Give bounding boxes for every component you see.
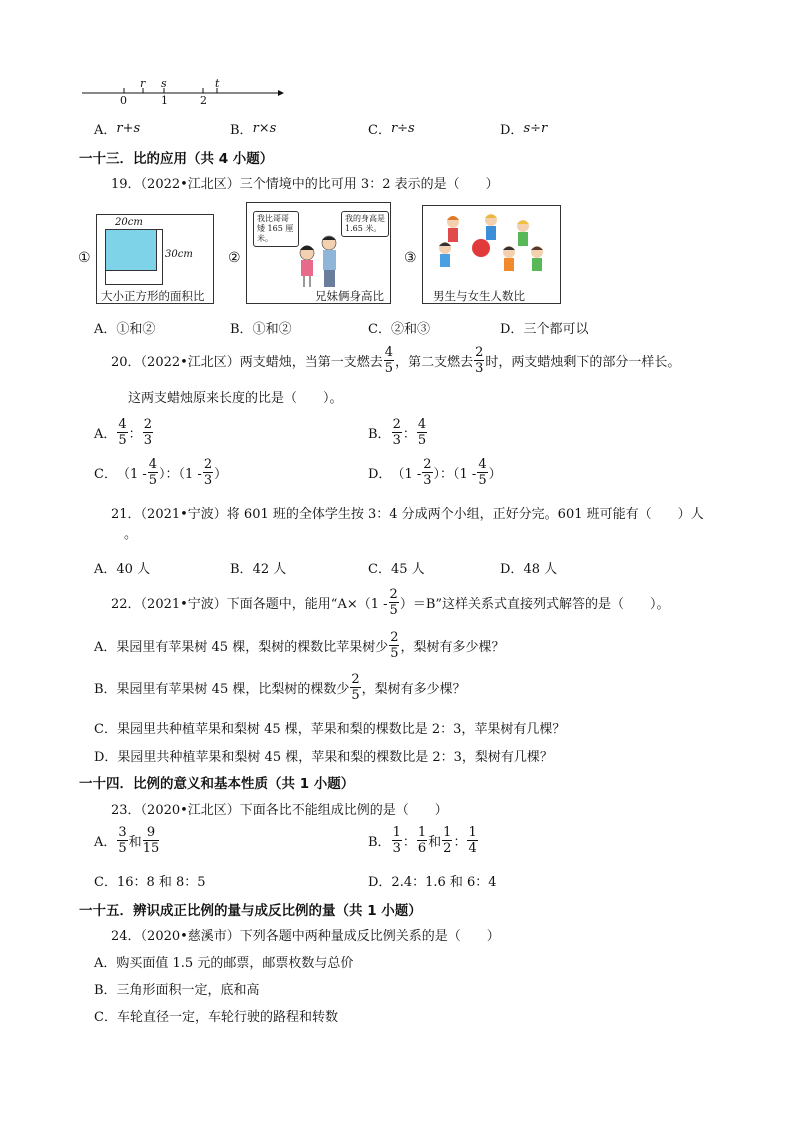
q23-option-c[interactable]: C．16：8 和 8：5 — [94, 875, 206, 890]
q19-pic2-bubble-right: 我的身高是 1.65 米。 — [341, 211, 389, 237]
fraction: $\frac{3}{5}$ — [118, 825, 127, 856]
q18-option-c[interactable]: C． r÷s — [368, 121, 415, 138]
q19-pic1-label-top: 20cm — [115, 217, 143, 228]
q19-pic1-marker: ① — [78, 250, 91, 266]
q20-option-b[interactable]: B． $\frac{2}{3}$ ： $\frac{4}{5}$ — [368, 417, 427, 448]
q19-pic2-marker: ② — [228, 250, 241, 266]
q22-option-d[interactable]: D．果园里共种植苹果和梨树 45 棵，苹果和梨的棵数比是 2：3，梨树有几棵？ — [94, 750, 553, 765]
q20-option-c[interactable]: C． （1 - $\frac{4}{5}$ ）：（1 - $\frac{2}{3}$ ） — [94, 457, 228, 488]
q24-option-a[interactable]: A．购买面值 1.5 元的邮票，邮票枚数与总价 — [94, 956, 354, 971]
fraction: $\frac{4}{5}$ — [118, 417, 127, 448]
q21-stem: 21．（2021•宁波）将 601 班的全体学生按 3：4 分成两个小组，正好分完。601 班可能有（ ）人 — [111, 507, 704, 522]
numberline-tick-2: 2 — [200, 94, 207, 107]
siblings-illustration — [291, 231, 351, 289]
numberline-tick-1: 1 — [161, 94, 168, 107]
q24-stem: 24．（2020•慈溪市）下列各题中两种量成反比例关系的是（ ） — [111, 929, 500, 944]
children-playing-illustration — [431, 208, 553, 280]
q18-option-d[interactable]: D． s÷r — [500, 121, 548, 138]
q20-option-d[interactable]: D． （1 - $\frac{2}{3}$ ）：（1 - $\frac{4}{5}$ ） — [368, 457, 502, 488]
q23-option-a[interactable]: A． $\frac{3}{5}$ 和 $\frac{9}{15}$ — [94, 825, 160, 856]
fraction: $\frac{4}{5}$ — [148, 457, 158, 488]
q21-option-c[interactable]: C． 45 人 — [368, 562, 425, 577]
q21-option-d[interactable]: D． 48 人 — [500, 562, 558, 577]
q22-option-c[interactable]: C．果园里共种植苹果和梨树 45 棵，苹果和梨的棵数比是 2：3，苹果树有几棵？ — [94, 722, 566, 737]
fraction: $\frac{2}{5}$ — [351, 672, 360, 703]
q21-stem-tail: 。 — [124, 527, 138, 542]
q19-pic1 — [96, 214, 214, 304]
fraction: $\frac{4}{5}$ — [417, 417, 427, 448]
numberline-label-s: s — [161, 77, 167, 90]
fraction: $\frac{1}{6}$ — [417, 825, 427, 856]
q23-stem: 23．（2020•江北区）下面各比不能组成比例的是（ ） — [111, 803, 448, 818]
q22-option-a[interactable]: A．果园里有苹果树 45 棵，梨树的棵数比苹果树少 $\frac{2}{5}$ ，梨树有多少棵？ — [94, 630, 505, 661]
q19-pic2-bubble-left: 我比哥哥矮 165 厘米。 — [253, 211, 299, 247]
q24-option-c[interactable]: C．车轮直径一定，车轮行驶的路程和转数 — [94, 1010, 338, 1025]
fraction: $\frac{2}{3}$ — [392, 417, 401, 448]
q20-stem-line2: 这两支蜡烛原来长度的比是（ ）。 — [128, 391, 343, 406]
q19-pic3 — [422, 205, 561, 304]
q19-option-a[interactable]: A． ①和② — [94, 322, 156, 337]
fraction: $\frac{1}{2}$ — [443, 825, 452, 856]
q19-pic1-caption: 大小正方形的面积比 — [101, 289, 205, 303]
numberline-tick-0: 0 — [120, 94, 127, 107]
q21-option-a[interactable]: A． 40 人 — [94, 562, 151, 577]
section-15-title: 一十五．辨识成正比例的量与成反比例的量（共 1 小题） — [79, 903, 422, 919]
fraction: $\frac{4}{5}$ — [384, 345, 394, 376]
fraction: $\frac{2}{3}$ — [143, 417, 152, 448]
q22-option-b[interactable]: B．果园里有苹果树 45 棵，比梨树的棵数少 $\frac{2}{5}$ ，梨树有多少棵？ — [94, 672, 466, 703]
q19-pic1-label-side: 30cm — [165, 249, 193, 260]
q18-option-b[interactable]: B． r×s — [230, 121, 277, 138]
q20-option-a[interactable]: A． $\frac{4}{5}$ ： $\frac{2}{3}$ — [94, 417, 152, 448]
number-line — [80, 76, 290, 108]
q19-option-d[interactable]: D． 三个都可以 — [500, 322, 589, 337]
q19-pic2-caption: 兄妹俩身高比 — [315, 289, 384, 303]
fraction: $\frac{2}{5}$ — [390, 630, 399, 661]
large-square — [105, 229, 163, 285]
q23-option-d[interactable]: D．2.4：1.6 和 6：4 — [368, 875, 497, 890]
q19-pic3-marker: ③ — [404, 250, 417, 266]
q19-pic2 — [246, 202, 391, 304]
q22-stem: 22．（2021•宁波）下面各题中，能用“A×（1 - $\frac{2}{5}$ ）＝B”这样关系式直接列式解答的是（ ）。 — [111, 587, 670, 618]
section-14-title: 一十四．比例的意义和基本性质（共 1 小题） — [79, 776, 355, 792]
fraction: $\frac{9}{15}$ — [142, 825, 160, 856]
q19-pic3-caption: 男生与女生人数比 — [433, 289, 525, 303]
fraction: $\frac{4}{5}$ — [478, 457, 487, 488]
fraction: $\frac{2}{5}$ — [389, 587, 398, 618]
q24-option-b[interactable]: B．三角形面积一定，底和高 — [94, 983, 260, 998]
q19-option-c[interactable]: C． ②和③ — [368, 322, 430, 337]
q19-stem: 19．（2022•江北区）三个情境中的比可用 3：2 表示的是（ ） — [111, 177, 499, 192]
fraction: $\frac{1}{3}$ — [392, 825, 401, 856]
numberline-label-r: r — [140, 77, 146, 90]
fraction: $\frac{2}{3}$ — [475, 345, 484, 376]
q21-option-b[interactable]: B． 42 人 — [230, 562, 287, 577]
fraction: $\frac{2}{3}$ — [423, 457, 432, 488]
q18-option-a[interactable]: A． r+s — [94, 121, 141, 138]
q19-option-b[interactable]: B． ①和② — [230, 322, 292, 337]
section-13-title: 一十三．比的应用（共 4 小题） — [79, 151, 274, 167]
fraction: $\frac{1}{4}$ — [468, 825, 477, 856]
fraction: $\frac{2}{3}$ — [203, 457, 213, 488]
numberline-label-t: t — [215, 77, 220, 90]
q20-stem: 20．（2022•江北区）两支蜡烛，当第一支燃去 $\frac{4}{5}$ ，第二支燃去 $\frac{2}{3}$ 时，两支蜡烛剩下的部分一样长。 — [111, 345, 681, 376]
q23-option-b[interactable]: B． $\frac{1}{3}$ ： $\frac{1}{6}$ 和 $\frac{1}{2}$ ： $\frac{1}{4}$ — [368, 825, 477, 856]
